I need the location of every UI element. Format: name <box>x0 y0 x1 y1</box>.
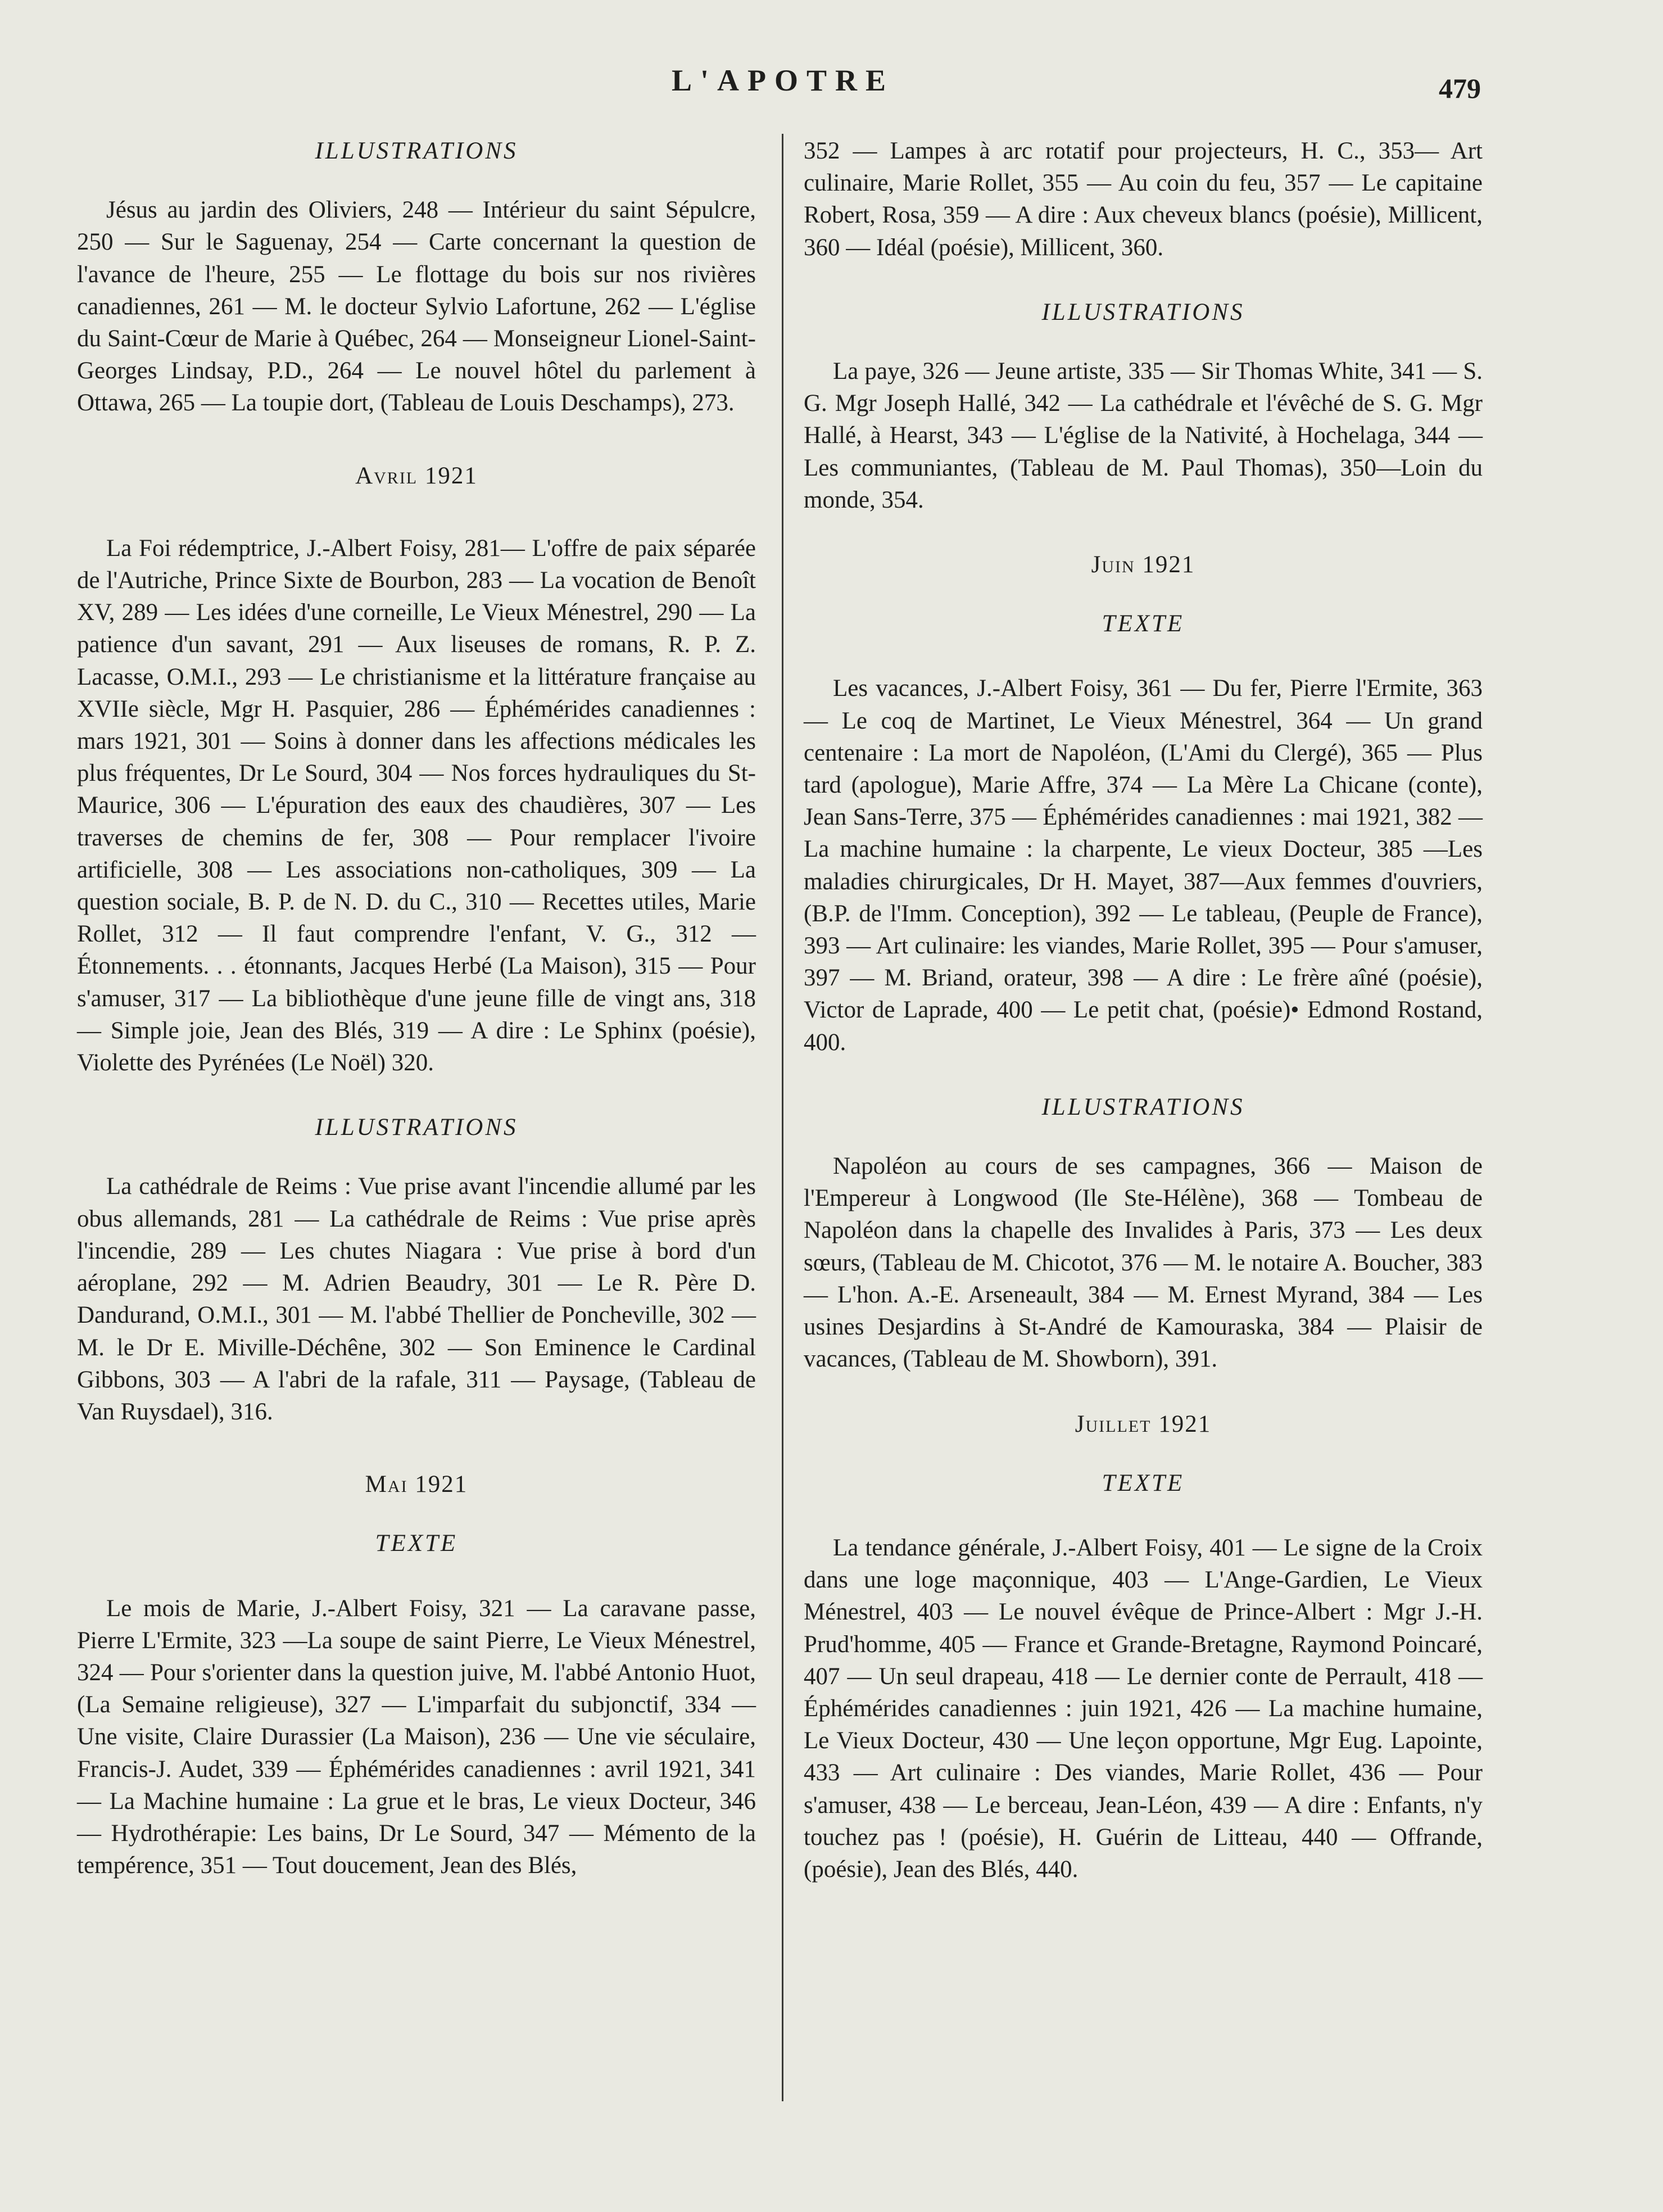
continued-paragraph: 352 — Lampes à arc rotatif pour projecteurs, H. C., 353— Art culinaire, Marie Rollet, 355 — Au coin du feu, 357 — Le capitaine Robert, Rosa, 359 — A dire : Aux cheveux blancs (poésie), Millicent, 360 — Idéal (poésie), Millicent, 360. <box>804 138 1483 261</box>
section-heading: TEXTE <box>1102 1469 1185 1496</box>
section-heading: ILLUSTRATIONS <box>315 1114 518 1141</box>
section-heading: ILLUSTRATIONS <box>1041 298 1245 325</box>
month-heading: Mai 1921 <box>365 1471 468 1498</box>
month-heading: Avril 1921 <box>355 462 478 489</box>
index-paragraph: Jésus au jardin des Oliviers, 248 — Intérieur du saint Sépulcre, 250 — Sur le Saguenay, 254 — Carte concernant la question de l'avance de l'heure, 255 — Le flottage du bois sur nos rivières canadiennes, 261 — M. le docteur Sylvio Lafortune, 262 — L'église du Saint-Cœur de Marie à Québec, 264 — Monseigneur Lionel-Saint-Georges Lindsay, P.D., 264 — Le nouvel hôtel du parlement à Ottawa, 265 — La toupie dort, (Tableau de Louis Deschamps), 273. <box>77 197 756 417</box>
month-heading: Juin 1921 <box>1091 551 1195 578</box>
index-paragraph: La tendance générale, J.-Albert Foisy, 401 — Le signe de la Croix dans une loge maçonnique, 403 — L'Ange-Gardien, Le Vieux Ménestrel, 403 — Le nouvel évêque de Prince-Albert : Mgr J.-H. Prud'homme, 405 — France et Grande-Bretagne, Raymond Poincaré, 407 — Un seul drapeau, 418 — Le dernier conte de Perrault, 418 — Éphémérides canadiennes : juin 1921, 426 — La machine humaine, Le Vieux Docteur, 430 — Une leçon opportune, Mgr Eug. Lapointe, 433 — Art culinaire : Des viandes, Marie Rollet, 436 — Pour s'amuser, 438 — Le berceau, Jean-Léon, 439 — A dire : Enfants, n'y touchez pas ! (poésie), H. Guérin de Litteau, 440 — Offrande, (poésie), Jean des Blés, 440. <box>804 1534 1483 1883</box>
index-paragraph: La cathédrale de Reims : Vue prise avant l'incendie allumé par les obus allemands, 281 — La cathédrale de Reims : Vue prise après l'incendie, 289 — Les chutes Niagara : Vue prise à bord d'un aéroplane, 292 — M. Adrien Beaudry, 301 — Le R. Père D. Dandurand, O.M.I., 301 — M. l'abbé Thellier de Poncheville, 302 — M. le Dr E. Miville-Déchêne, 302 — Son Eminence le Cardinal Gibbons, 303 — A l'abri de la rafale, 311 — Paysage, (Tableau de Van Ruysdael), 316. <box>77 1173 756 1425</box>
index-paragraph: La paye, 326 — Jeune artiste, 335 — Sir Thomas White, 341 — S. G. Mgr Joseph Hallé, 342 — La cathédrale et l'évêché de S. G. Mgr Hallé, à Hearst, 343 — L'église de la Nativité, à Hochelaga, 344 — Les communiantes, (Tableau de M. Paul Thomas), 350—Loin du monde, 354. <box>804 358 1483 513</box>
section-heading: ILLUSTRATIONS <box>315 138 518 164</box>
left-column <box>77 135 756 1881</box>
running-header <box>0 63 1663 108</box>
index-paragraph: La Foi rédemptrice, J.-Albert Foisy, 281— L'offre de paix séparée de l'Autriche, Prince Sixte de Bourbon, 283 — La vocation de Benoît XV, 289 — Les idées d'une corneille, Le Vieux Ménestrel, 290 — La patience d'un savant, 291 — Aux liseuses de romans, R. P. Z. Lacasse, O.M.I., 293 — Le christianisme et la littérature française au XVIIe siècle, Mgr H. Pasquier, 286 — Éphémérides canadiennes : mars 1921, 301 — Soins à donner dans les affections médicales les plus fréquentes, Dr Le Sourd, 304 — Nos forces hydrauliques du St-Maurice, 306 — L'épuration des eaux des chaudières, 307 — Les traverses de chemins de fer, 308 — Pour remplacer l'ivoire artificielle, 308 — Les associations non-catholiques, 309 — La question sociale, B. P. de N. D. du C., 310 — Recettes utiles, Marie Rollet, 312 — Il faut comprendre l'enfant, V. G., 312 — Étonnements. . . étonnants, Jacques Herbé (La Maison), 315 — Pour s'amuser, 317 — La bibliothèque d'une jeune fille de vingt ans, 318 — Simple joie, Jean des Blés, 319 — A dire : Le Sphinx (poésie), Violette des Pyrénées (Le Noël) 320. <box>77 535 756 1076</box>
month-heading: Juillet 1921 <box>1075 1410 1212 1437</box>
section-heading: TEXTE <box>1102 610 1185 637</box>
index-paragraph: Les vacances, J.-Albert Foisy, 361 — Du fer, Pierre l'Ermite, 363 — Le coq de Martinet, Le Vieux Ménestrel, 364 — Un grand centenaire : La mort de Napoléon, (L'Ami du Clergé), 365 — Plus tard (apologue), Marie Affre, 374 — La Mère La Chicane (conte), Jean Sans-Terre, 375 — Éphémérides canadiennes : mai 1921, 382 — La machine humaine : la charpente, Le vieux Docteur, 385 —Les maladies chirurgicales, Dr H. Mayet, 387—Aux femmes d'ouvriers, (B.P. de l'Imm. Conception), 392 — Le tableau, (Peuple de France), 393 — Art culinaire: les viandes, Marie Rollet, 395 — Pour s'amuser, 397 — M. Briand, orateur, 398 — A dire : Le frère aîné (poésie), Victor de Laprade, 400 — Le petit chat, (poésie)• Edmond Rostand, 400. <box>804 675 1483 1056</box>
section-heading: ILLUSTRATIONS <box>1041 1093 1245 1120</box>
index-paragraph: Le mois de Marie, J.-Albert Foisy, 321 — La caravane passe, Pierre L'Ermite, 323 —La soupe de saint Pierre, Le Vieux Ménestrel, 324 — Pour s'orienter dans la question juive, M. l'abbé Antonio Huot, (La Semaine religieuse), 327 — L'imparfait du subjonctif, 334 — Une visite, Claire Durassier (La Maison), 236 — Une vie séculaire, Francis-J. Audet, 339 — Éphémérides canadiennes : avril 1921, 341 — La Machine humaine : La grue et le bras, Le vieux Docteur, 346 — Hydrothérapie: Les bains, Dr Le Sourd, 347 — Mémento de la tempérence, 351 — Tout doucement, Jean des Blés, <box>77 1595 756 1879</box>
journal-title: L'APOTRE <box>672 64 895 97</box>
index-paragraph: Napoléon au cours de ses campagnes, 366 — Maison de l'Empereur à Longwood (Ile Ste-Hélène), 368 — Tombeau de Napoléon dans la chapelle des Invalides à Paris, 373 — Les deux sœurs, (Tableau de M. Chicotot, 376 — M. le notaire A. Boucher, 383 — L'hon. A.-E. Arseneault, 384 — M. Ernest Myrand, 384 — Les usines Desjardins à St-André de Kamouraska, 384 — Plaisir de vacances, (Tableau de M. Showborn), 391. <box>804 1153 1483 1373</box>
page-number: 479 <box>1439 73 1481 104</box>
right-column <box>804 135 1483 1885</box>
section-heading: TEXTE <box>375 1530 458 1557</box>
column-divider <box>782 134 783 2101</box>
